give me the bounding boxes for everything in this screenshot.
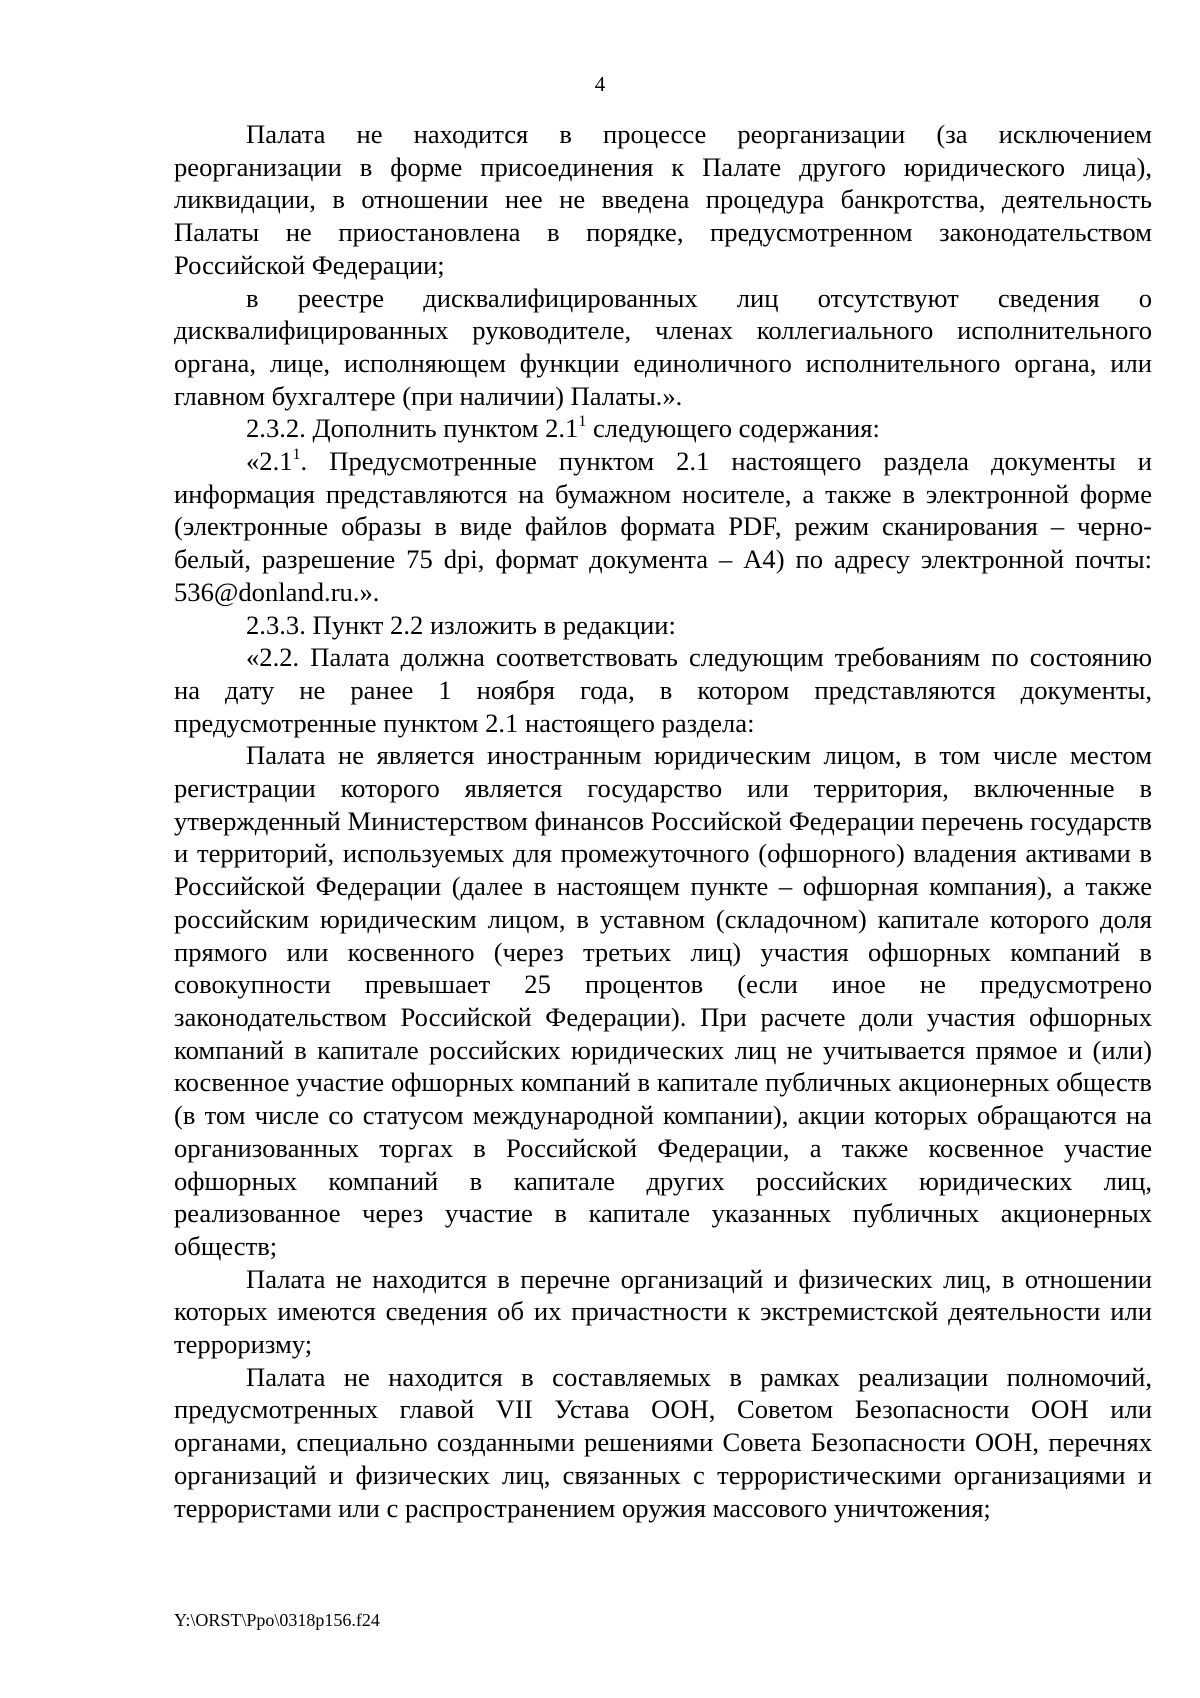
superscript-1: 1 (578, 413, 587, 431)
paragraph-disqualified-registry: в реестре дисквалифицированных лиц отсутствуют сведения о дисквалифицированных руководителе, членах коллегиального исполнительного органа, лице, исполняющем функции единоличного исполнительного органа, или главном бухгалтере (при наличии) Палаты.». (174, 282, 1152, 411)
paragraph-reorganization: Палата не находится в процессе реорганизации (за исключением реорганизации в форме присоединения к Палате другого юридического лица), ликвидации, в отношении нее не введена процедура банкротства, деятельность Палаты не приостановлена в порядке, предусмотренном законодательством Российской Федерации; (174, 119, 1152, 280)
paragraph-item-2-2: «2.2. Палата должна соответствовать следующим требованиям по состоянию на дату не ранее 1 ноября года, в котором представляются документы, предусмотренные пунктом 2.1 настоящего раздела: (174, 642, 1152, 738)
paragraph-item-2-3-2 (174, 412, 1152, 445)
paragraph-item-2-1-1 (174, 445, 1152, 609)
paragraph-item-2-1-1-before: «2.1 (246, 446, 293, 477)
paragraph-un-sanctions: Палата не находится в составляемых в рамках реализации полномочий, предусмотренных главой VII Устава ООН, Советом Безопасности ООН или органами, специально созданными решениями Совета Безопасности ООН, перечнях организаций и физических лиц, связанных с террористическими организациями и террористами или с распространением оружия массового уничтожения; (174, 1361, 1152, 1523)
paragraph-extremism: Палата не находится в перечне организаций и физических лиц, в отношении которых имеются сведения об их причастности к экстремистской деятельности или терроризму; (174, 1263, 1152, 1360)
paragraph-item-2-1-1-after: . Предусмотренные пунктом 2.1 настоящего раздела документы и информация представляются на бумажном носителе, а также в электронной форме (электронные образы в виде файлов формата PDF, режим сканирования – черно-белый, разрешение 75 dpi, формат документа – А4) по адресу электронной почты: 536@donland.ru.». (174, 446, 1152, 607)
file-path-footer: Y:\ORST\Ppo\0318p156.f24 (174, 1610, 380, 1630)
superscript-1: 1 (292, 446, 301, 464)
paragraph-item-2-3-2-before: 2.3.2. Дополнить пунктом 2.1 (246, 413, 579, 444)
paragraph-offshore: Палата не является иностранным юридическим лицом, в том числе местом регистрации которого является государство или территория, включенные в утвержденный Министерством финансов Российской Федерации перечень государств и территорий, используемых для промежуточного (офшорного) владения активами в Российской Федерации (далее в настоящем пункте – офшорная компания), а также российским юридическим лицом, в уставном (складочном) капитале которого доля прямого или косвенного (через третьих лиц) участия офшорных компаний в совокупности превышает 25 процентов (если иное не предусмотрено законодательством Российской Федерации). При расчете доли участия офшорных компаний в капитале российских юридических лиц не учитывается прямое и (или) косвенное участие офшорных компаний в капитале публичных акционерных обществ (в том числе со статусом международной компании), акции которых обращаются на организованных торгах в Российской Федерации, а также косвенное участие офшорных компаний в капитале других российских юридических лиц, реализованное через участие в капитале указанных публичных акционерных обществ; (174, 740, 1152, 1261)
paragraph-item-2-3-2-after: следующего содержания: (586, 413, 880, 444)
paragraph-item-2-3-3: 2.3.3. Пункт 2.2 изложить в редакции: (246, 609, 676, 640)
document-body (174, 118, 1152, 1524)
page-number: 4 (594, 72, 606, 96)
